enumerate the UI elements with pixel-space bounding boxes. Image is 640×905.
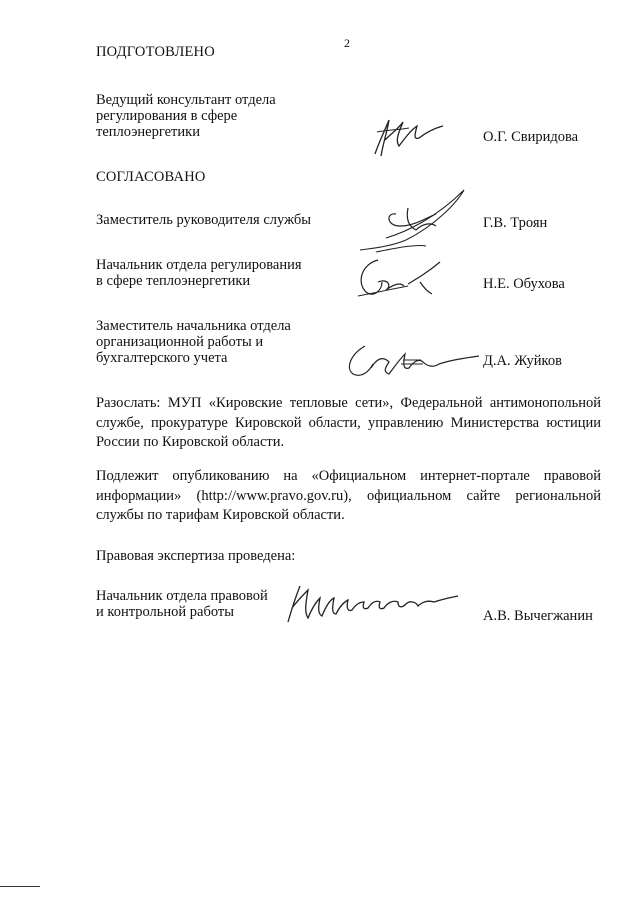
signer-1-position: Заместитель руководителя службы [96, 212, 312, 228]
page-divider [0, 886, 40, 887]
signer-3-position: Заместитель начальника отдела организационной работы и бухгалтерского учета [96, 318, 291, 366]
page-number: 2 [344, 36, 350, 50]
signature-troyan [356, 178, 476, 258]
signature-sviridova [365, 112, 450, 157]
prepared-name: О.Г. Свиридова [483, 129, 579, 145]
distribution-text: Разослать: МУП «Кировские тепловые сети», Федеральной антимонопольной службе, прокуратуре Кировской области, управлению Министерства юстиции России по Кировской области. [96, 395, 601, 450]
legal-review-name: А.В. Вычегжанин [483, 608, 593, 624]
prepared-position: Ведущий консультант отдела регулирования в сфере теплоэнергетики [96, 92, 276, 140]
signature-obukhova [348, 252, 448, 302]
prepared-heading: ПОДГОТОВЛЕНО [96, 44, 215, 60]
signature-zhuikov [343, 338, 483, 382]
signer-3-name: Д.А. Жуйков [483, 353, 562, 369]
signer-1-name: Г.В. Троян [483, 215, 548, 231]
signer-2-position: Начальник отдела регулирования в сфере теплоэнергетики [96, 257, 302, 289]
signer-2-name: Н.Е. Обухова [483, 276, 565, 292]
agreed-heading: СОГЛАСОВАНО [96, 169, 206, 185]
publication-text: Подлежит опубликованию на «Официальном интернет-портале правовой информации» (http://www.pravo.gov.ru), официальном сайте региональной службы по тарифам Кировской области. [96, 468, 601, 523]
signature-vychegzhanin [268, 580, 468, 630]
legal-review-heading: Правовая экспертиза проведена: [96, 548, 296, 564]
legal-review-position: Начальник отдела правовой и контрольной работы [96, 588, 268, 620]
